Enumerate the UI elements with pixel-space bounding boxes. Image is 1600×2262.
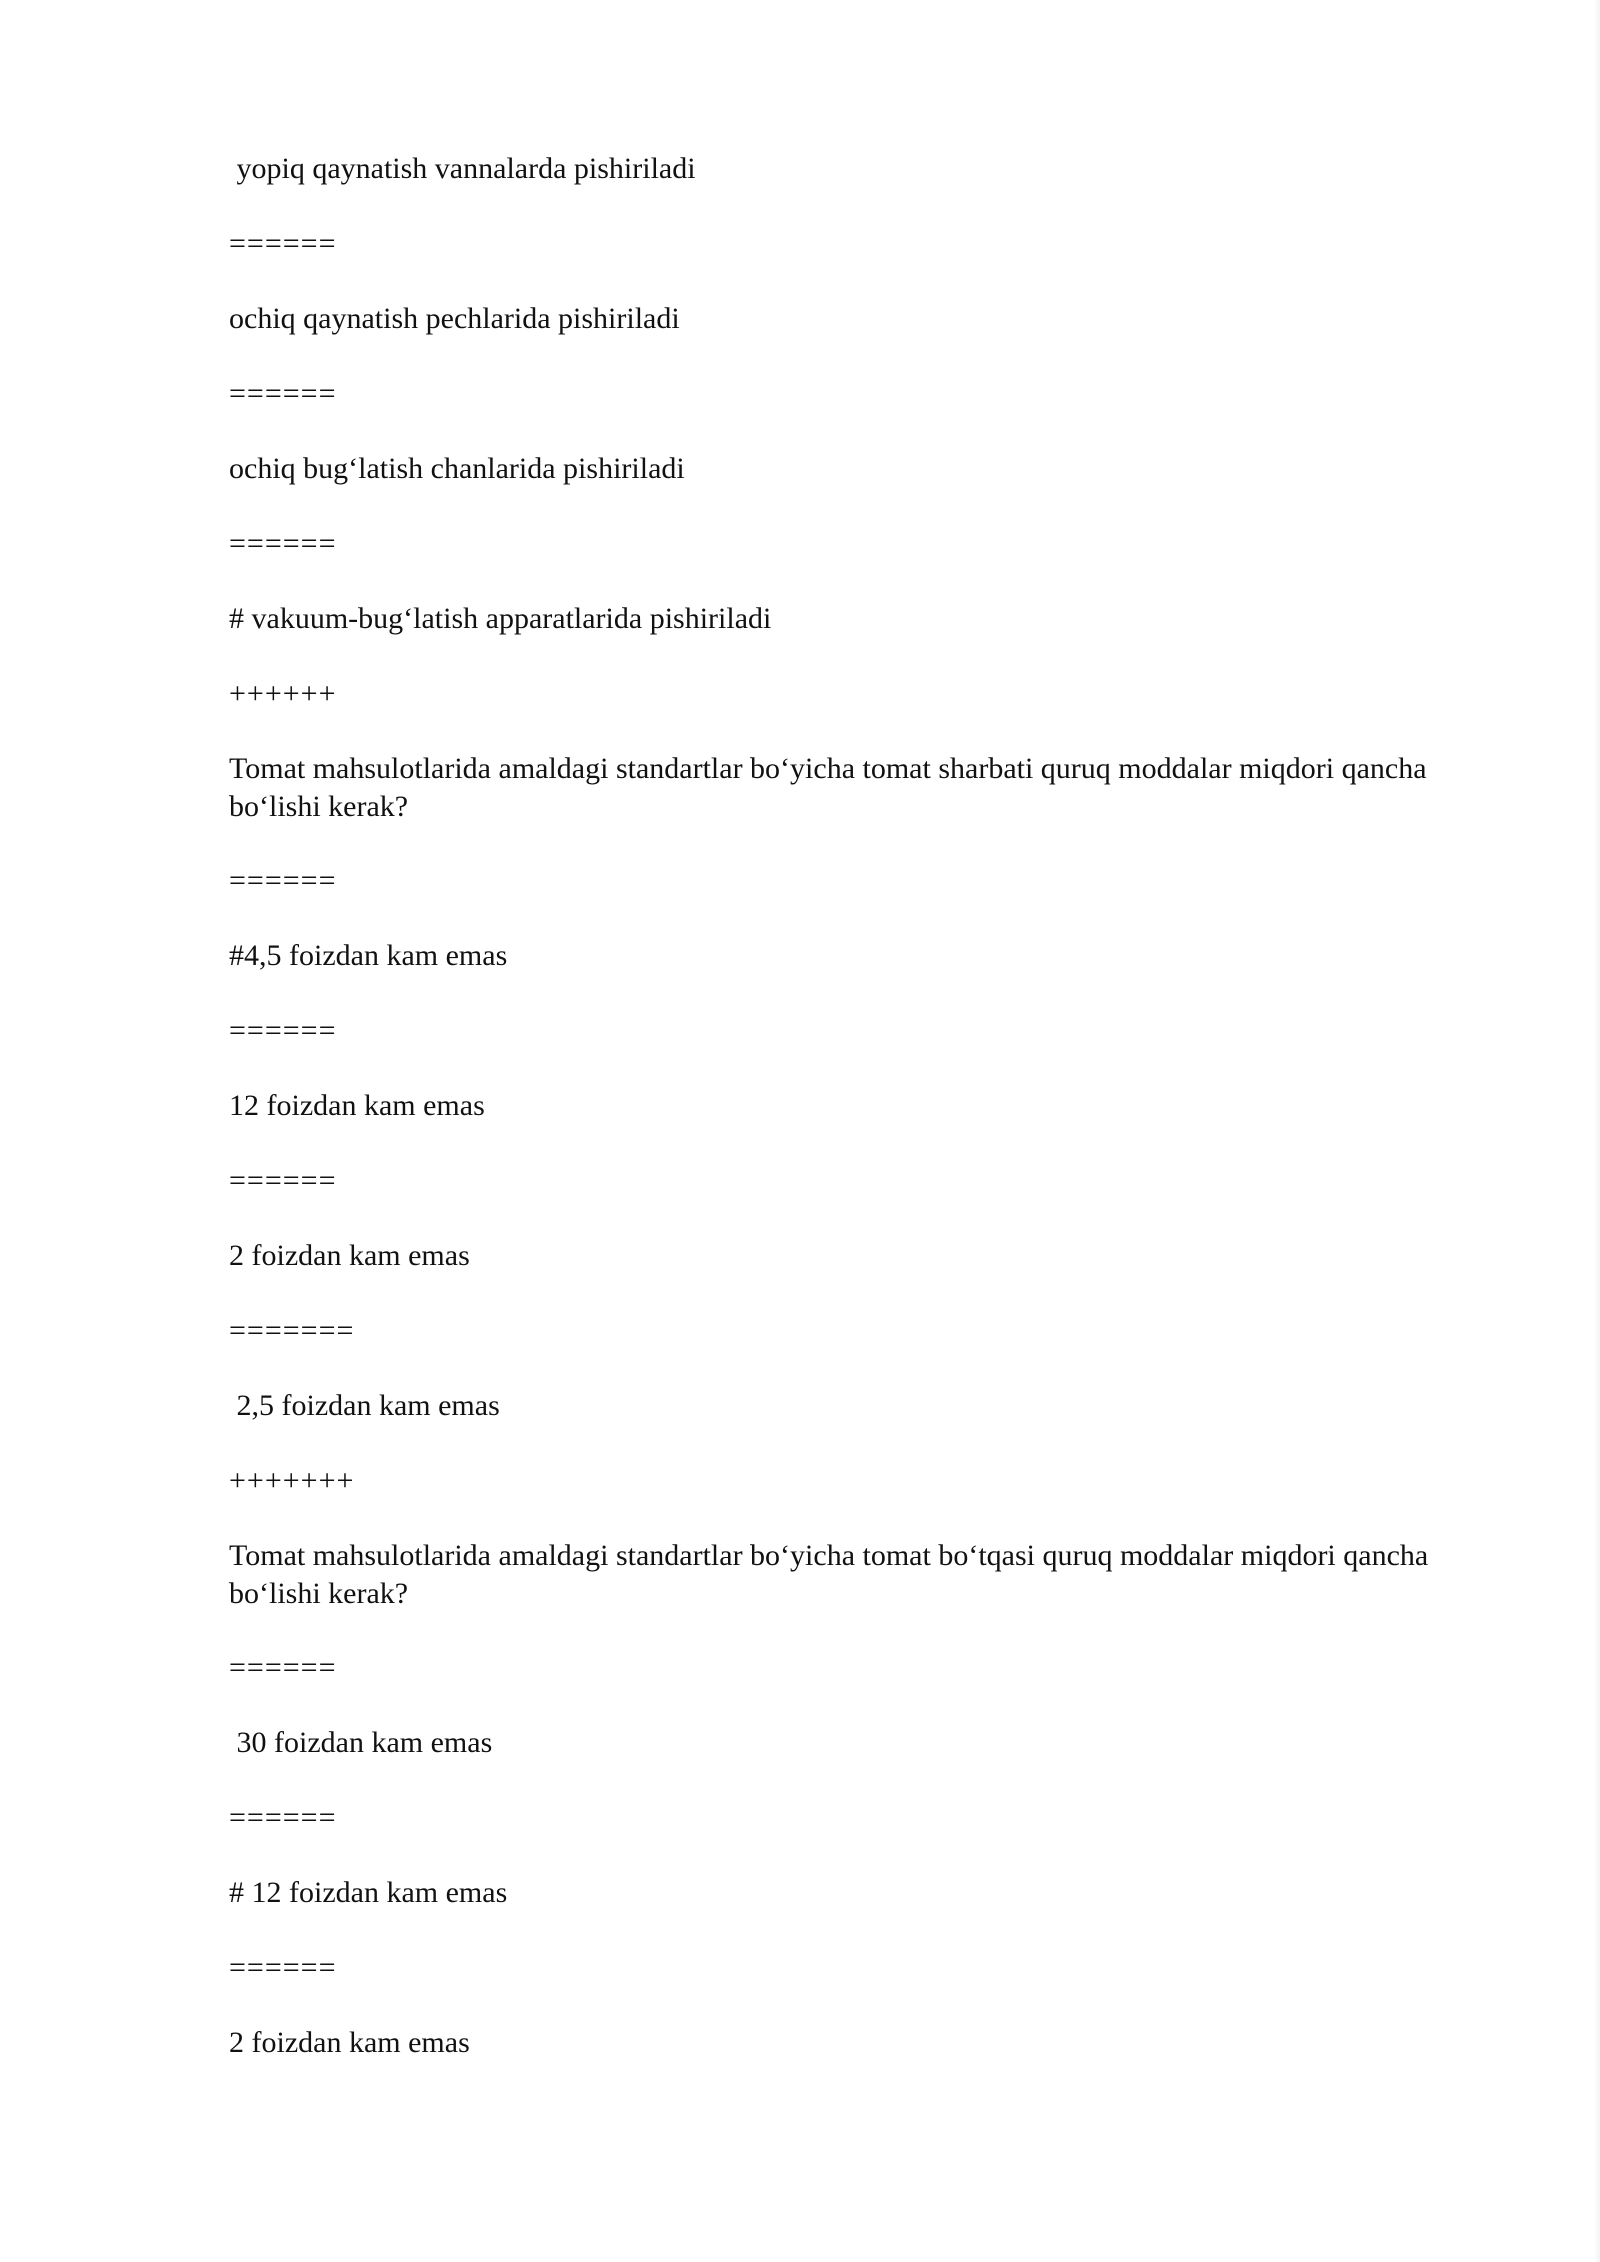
answer-option: 30 foizdan kam emas xyxy=(229,1726,493,1759)
separator-line: ====== xyxy=(229,377,337,410)
separator-line: ====== xyxy=(229,1651,337,1684)
separator-line: ====== xyxy=(229,864,337,897)
separator-line: ====== xyxy=(229,1801,337,1834)
separator-line: ====== xyxy=(229,1014,337,1047)
separator-line: ====== xyxy=(229,527,337,560)
separator-line: ======= xyxy=(229,1314,355,1347)
answer-option: 2 foizdan kam emas xyxy=(229,2026,470,2059)
question-text: Tomat mahsulotlarida amaldagi standartlar bo‘yicha tomat bo‘tqasi quruq moddalar miqdori qancha bo‘lishi kerak? xyxy=(229,1539,1436,1610)
question-text: Tomat mahsulotlarida amaldagi standartlar bo‘yicha tomat sharbati quruq moddalar miqdori qancha bo‘lishi kerak? xyxy=(229,752,1435,823)
separator-line: ====== xyxy=(229,1164,337,1197)
question-separator-line: +++++++ xyxy=(229,1464,355,1497)
answer-option: 2,5 foizdan kam emas xyxy=(229,1389,500,1422)
answer-option: 2 foizdan kam emas xyxy=(229,1239,470,1272)
answer-option: yopiq qaynatish vannalarda pishiriladi xyxy=(229,152,696,185)
answer-option: ochiq qaynatish pechlarida pishiriladi xyxy=(229,302,680,335)
separator-line: ====== xyxy=(229,1951,337,1984)
answer-option: 12 foizdan kam emas xyxy=(229,1089,485,1122)
answer-option-correct: # 12 foizdan kam emas xyxy=(229,1876,508,1909)
question-separator-line: ++++++ xyxy=(229,677,337,710)
answer-option: ochiq bug‘latish chanlarida pishiriladi xyxy=(229,452,685,485)
page-edge-shadow xyxy=(1594,0,1600,2262)
answer-option-correct: # vakuum-bug‘latish apparatlarida pishiriladi xyxy=(229,602,772,635)
separator-line: ====== xyxy=(229,227,337,260)
answer-option-correct: #4,5 foizdan kam emas xyxy=(229,939,508,972)
document-body xyxy=(229,150,1436,2099)
